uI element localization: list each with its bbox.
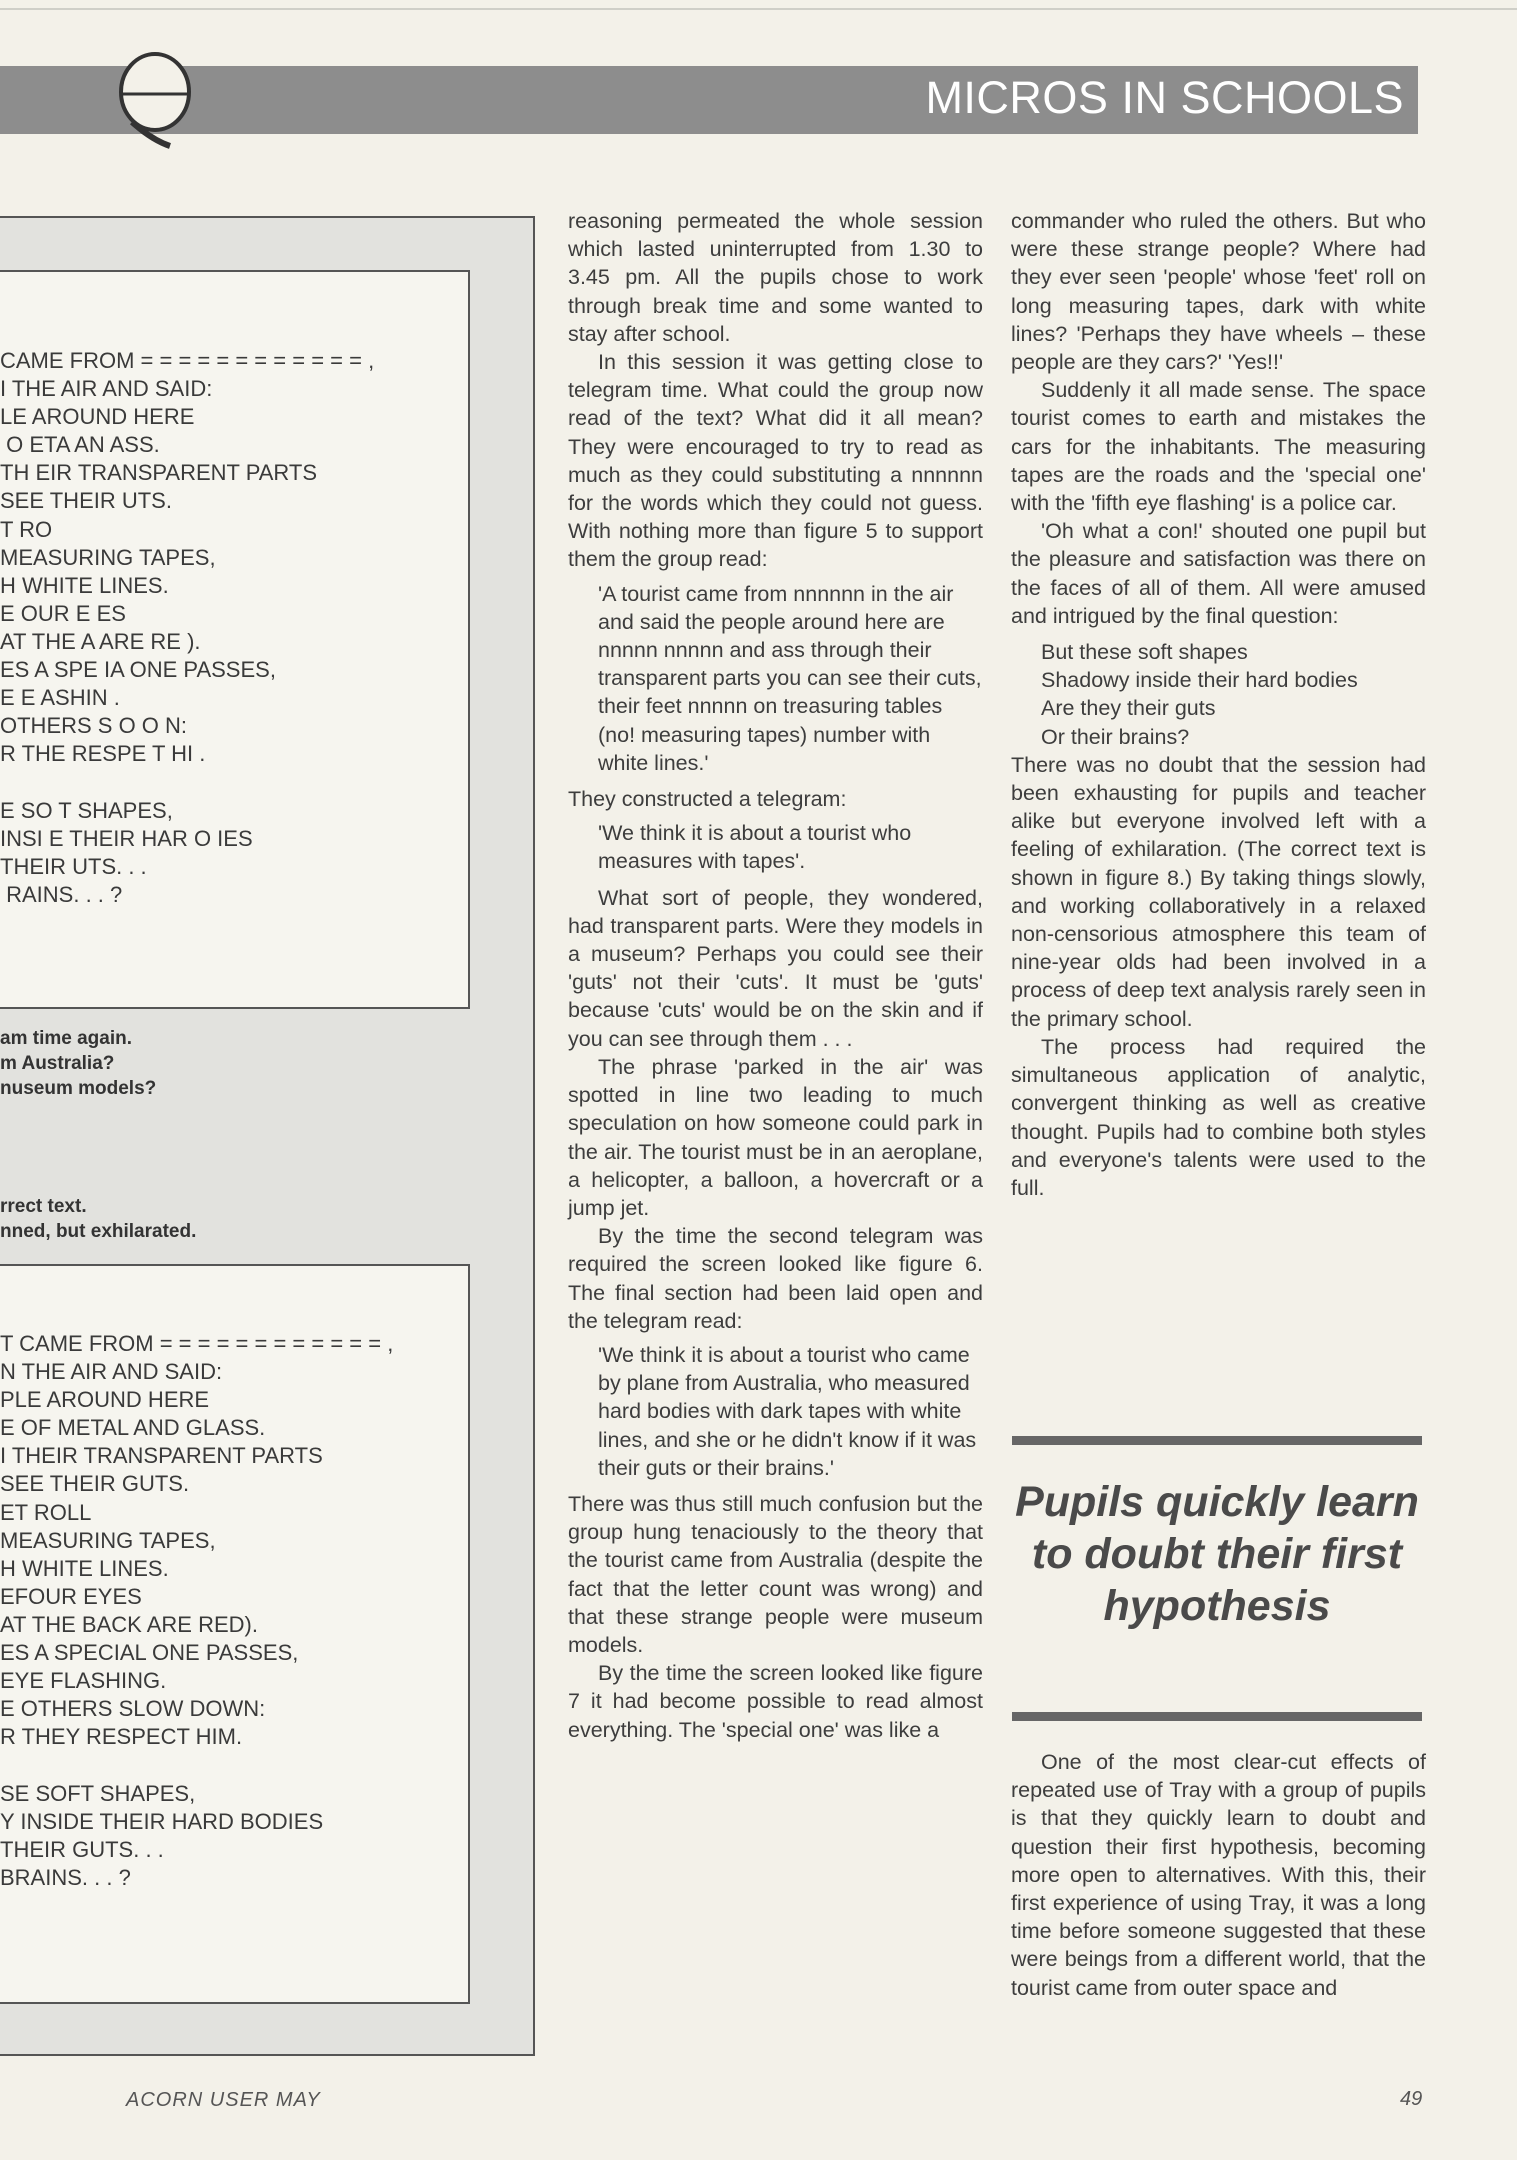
paragraph: reasoning permeated the whole session which lasted uninterrupted from 1.30 to 3.45 pm. All the pupils chose to work through break time and some wanted to stay after school. [568, 209, 983, 346]
article-column-right [1011, 207, 1426, 1202]
figure-screen-partial [0, 270, 470, 1009]
page-top-edge [0, 8, 1517, 10]
text-line: OTHERS S O O N: [0, 713, 188, 739]
caption-line: nuseum models? [0, 1078, 157, 1099]
text-line: TH EIR TRANSPARENT PARTS [0, 460, 318, 486]
text-line: ES A SPE IA ONE PASSES, [0, 657, 276, 683]
text-line [0, 768, 374, 796]
text-line: R THEY RESPECT HIM. [0, 1724, 243, 1750]
poem-excerpt [1011, 638, 1426, 751]
paragraph: By the time the second telegram was required the screen looked like figure 6. The final section had been laid open and the telegram read: [568, 1224, 983, 1333]
text-line: MEASURING TAPES, [0, 1527, 216, 1553]
text-line [0, 1751, 393, 1779]
paragraph: What sort of people, they wondered, had transparent parts. Were they models in a museum? Perhaps you could see their 'guts' not their 'cuts'. It must be 'guts' because 'cuts' would be on the skin and if you can see through them . . . [568, 885, 983, 1051]
text-line: AT THE A ARE RE ). [0, 628, 201, 654]
text-line: EYE FLASHING. [0, 1668, 167, 1694]
section-title: MICROS IN SCHOOLS [925, 72, 1404, 123]
text-line: RAINS. . . ? [0, 881, 123, 907]
paragraph: The phrase 'parked in the air' was spotted in line two leading to much speculation on how someone could park in the air. The tourist must be in an aeroplane, a helicopter, a balloon, a hovercraft or a jump jet. [568, 1054, 983, 1220]
caption-line: am time again. [0, 1028, 132, 1049]
text-line: SE SOFT SHAPES, [0, 1780, 196, 1806]
text-line: H WHITE LINES. [0, 1555, 169, 1581]
pullquote-rule-top [1012, 1436, 1422, 1445]
article-column-right-continued [1011, 1748, 1426, 2002]
text-line: SEE THEIR GUTS. [0, 1471, 190, 1497]
quote: 'A tourist came from nnnnnn in the air and said the people around here are nnnnn nnnnn and ass through their transparent parts you can see their cuts, their feet nnnnn on treasuring tables (no! measuring tapes) number with white lines.' [598, 581, 982, 775]
quote: 'We think it is about a tourist who measures with tapes'. [598, 821, 912, 874]
figure-screen-correct [0, 1264, 470, 2004]
article-column-middle [568, 207, 983, 1744]
caption-line: rrect text. [0, 1196, 87, 1217]
paragraph: There was thus still much confusion but the group hung tenaciously to the theory that the tourist came from Australia (despite the fact that the letter count was wrong) and that these strange people were museum models. [568, 1491, 983, 1657]
text-line: SEE THEIR UTS. [0, 488, 172, 514]
text-line: E SO T SHAPES, [0, 797, 173, 823]
figure-caption-top [0, 1026, 156, 1101]
caption-line: m Australia? [0, 1053, 115, 1074]
poem-line: Shadowy inside their hard bodies [1041, 668, 1358, 693]
text-line: INSI E THEIR HAR O IES [0, 825, 253, 851]
text-line: EFOUR EYES [0, 1583, 142, 1609]
text-line: CAME FROM = = = = = = = = = = = = , [0, 348, 375, 373]
text-line: AT THE BACK ARE RED). [0, 1611, 258, 1637]
pullquote-rule-bottom [1012, 1712, 1422, 1721]
text-line: Y INSIDE THEIR HARD BODIES [0, 1808, 324, 1834]
figure-panel [0, 216, 535, 2056]
text-line: I THEIR TRANSPARENT PARTS [0, 1443, 323, 1469]
paragraph: There was no doubt that the session had been exhausting for pupils and teacher alike but everyone involved left with a feeling of exhilaration. (The correct text is shown in figure 8.) By taking things slowly, and working collaboratively in a relaxed non-censorious atmosphere this team of nine-year olds had been involved in a process of deep text analysis rarely seen in the primary school. [1011, 752, 1426, 1031]
paragraph: By the time the screen looked like figure 7 it had become possible to read almost everything. The 'special one' was like a [568, 1661, 983, 1742]
paragraph: commander who ruled the others. But who were these strange people? Where had they ever seen 'people' whose 'feet' roll on long measuring tapes, dark with white lines? 'Perhaps they have wheels – these people are they cars?' 'Yes!!' [1011, 209, 1426, 375]
text-line: I THE AIR AND SAID: [0, 376, 213, 402]
text-line: R THE RESPE T HI . [0, 741, 206, 767]
text-line: E E ASHIN . [0, 685, 120, 711]
text-line: MEASURING TAPES, [0, 544, 216, 570]
paragraph: They constructed a telegram: [568, 787, 847, 812]
footer-publication: ACORN USER MAY [126, 2089, 321, 2111]
text-line: T CAME FROM = = = = = = = = = = = = , [0, 1331, 394, 1356]
text-line: H WHITE LINES. [0, 572, 169, 598]
text-line: THEIR UTS. . . [0, 853, 147, 879]
text-line: BRAINS. . . ? [0, 1864, 131, 1890]
text-line: E OTHERS SLOW DOWN: [0, 1696, 266, 1722]
section-header-band [0, 66, 1418, 134]
quote: 'We think it is about a tourist who came by plane from Australia, who measured hard bodies with dark tapes with white lines, and she or he didn't know if it was their guts or their brains.' [598, 1342, 977, 1480]
pullquote: Pupils quickly learn to doubt their first hypothesis [1015, 1478, 1419, 1630]
correct-text-lines [0, 1330, 393, 1892]
text-line: T RO [0, 516, 53, 542]
paragraph: The process had required the simultaneous application of analytic, convergent thinking as well as creative thought. Pupils had to combine both styles and everyone's talents were used to the full. [1011, 1034, 1426, 1200]
text-line: ES A SPECIAL ONE PASSES, [0, 1640, 299, 1666]
poem-line: But these soft shapes [1041, 640, 1248, 665]
page-number: 49 [1400, 2088, 1423, 2110]
paragraph: 'Oh what a con!' shouted one pupil but the pleasure and satisfaction was there on the faces of all of them. All were amused and intrigued by the final question: [1011, 519, 1426, 628]
paragraph: Suddenly it all made sense. The space tourist comes to earth and mistakes the cars for the inhabitants. The measuring tapes are the roads and the 'special one' with the 'fifth eye flashing' is a police car. [1011, 378, 1426, 516]
poem-line: Are they their guts [1041, 696, 1216, 721]
text-line: ET ROLL [0, 1499, 92, 1525]
text-line: THEIR GUTS. . . [0, 1836, 164, 1862]
figure-caption-bottom [0, 1194, 196, 1244]
caption-line: nned, but exhilarated. [0, 1221, 197, 1242]
text-line: O ETA AN ASS. [0, 432, 160, 458]
paragraph: In this session it was getting close to telegram time. What could the group now read of the text? What did it all mean? They were encouraged to try to read as much as they could substituting a nnnnnn for the words which they could not guess. With nothing more than figure 5 to support them the group read: [568, 350, 983, 572]
acorn-logo-icon [112, 48, 198, 160]
poem-line: Or their brains? [1041, 724, 1190, 749]
text-line: E OF METAL AND GLASS. [0, 1415, 266, 1441]
text-line: E OUR E ES [0, 600, 126, 626]
text-line: PLE AROUND HERE [0, 1387, 210, 1413]
paragraph: One of the most clear-cut effects of repeated use of Tray with a group of pupils is that they quickly learn to doubt and question their first hypothesis, becoming more open to alternatives. With this, their first experience of using Tray, it was a long time before someone suggested that these were beings from a different world, that the tourist came from outer space and [1011, 1750, 1426, 2000]
text-line: LE AROUND HERE [0, 404, 195, 430]
text-line: N THE AIR AND SAID: [0, 1359, 223, 1385]
partial-text-lines [0, 347, 374, 909]
